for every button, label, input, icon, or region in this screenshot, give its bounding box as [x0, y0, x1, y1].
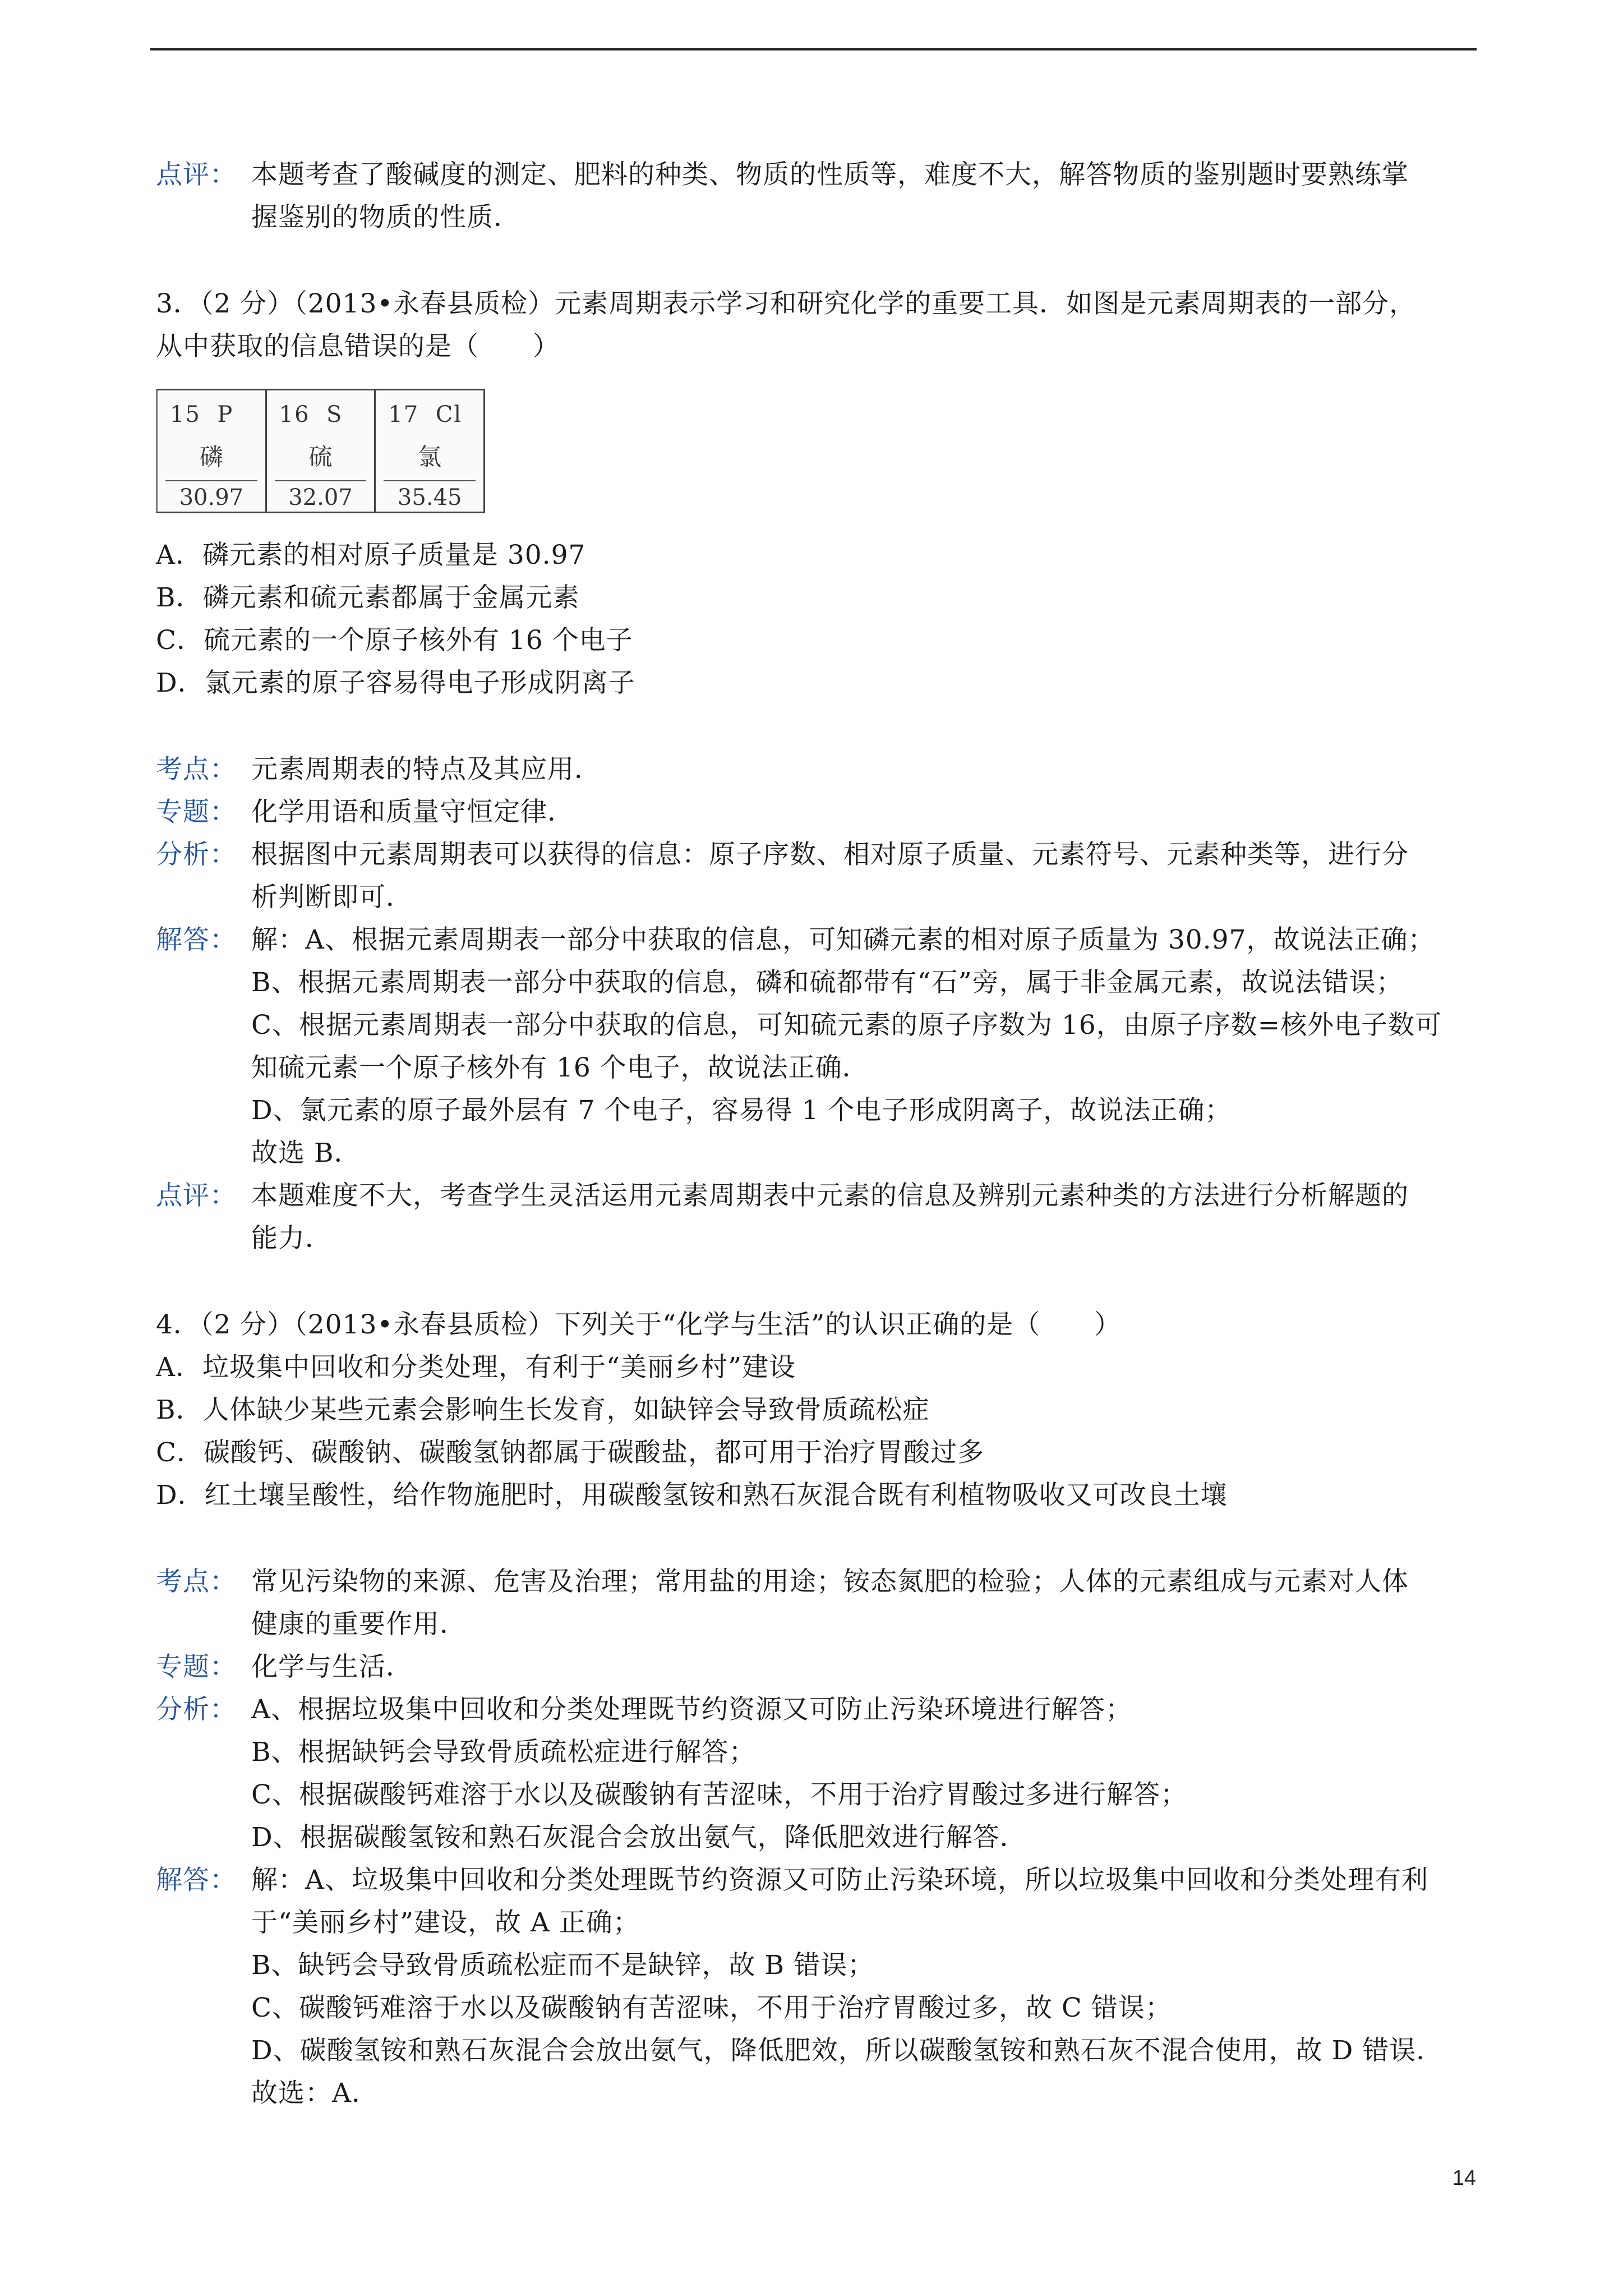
element-symbol: P: [217, 402, 234, 427]
top-review-line-2: 握鉴别的物质的性质．: [251, 202, 520, 233]
q3-fenxi-line-2: 析判断即可．: [251, 882, 413, 913]
element-mass: 30.97: [165, 480, 257, 510]
element-cell-p: [158, 390, 265, 512]
header-rule: [150, 48, 1477, 50]
q4-option-a: A．垃圾集中回收和分类处理，有利于“美丽乡村”建设: [156, 1352, 796, 1383]
q3-kaodian: 元素周期表的特点及其应用．: [251, 754, 601, 785]
element-mass: 35.45: [384, 480, 476, 510]
element-cell-cl: [374, 390, 483, 512]
q4-option-c: C．碳酸钙、碳酸钠、碳酸氢钠都属于碳酸盐，都可用于治疗胃酸过多: [156, 1437, 984, 1468]
element-mass: 32.07: [275, 480, 367, 510]
q4-jieda-label: 解答：: [156, 1865, 237, 1895]
element-name: 磷: [199, 443, 223, 471]
q4-zhuanti: 化学与生活．: [251, 1651, 413, 1682]
q3-dianping-label: 点评：: [156, 1180, 237, 1211]
q3-jieda-line-4: 知硫元素一个原子核外有 16 个电子，故说法正确．: [251, 1052, 869, 1083]
q3-zhuanti-label: 专题：: [156, 797, 237, 827]
element-cell-s: [265, 390, 375, 512]
top-review-line-1: 本题考查了酸碱度的测定、肥料的种类、物质的性质等，难度不大，解答物质的鉴别题时要熟练掌: [251, 159, 1409, 190]
element-number: 15: [170, 402, 201, 427]
q4-kaodian-label: 考点：: [156, 1566, 237, 1597]
element-number: 16: [279, 402, 310, 427]
q4-fenxi-line-1: A、根据垃圾集中回收和分类处理既节约资源又可防止污染环境进行解答；: [251, 1694, 1132, 1725]
element-symbol: Cl: [435, 402, 463, 427]
q4-kaodian-line-1: 常见污染物的来源、危害及治理；常用盐的用途；铵态氮肥的检验；人体的元素组成与元素对人体: [251, 1566, 1409, 1597]
element-number: 17: [388, 402, 419, 427]
q3-jieda-line-2: B、根据元素周期表一部分中获取的信息，磷和硫都带有“石”旁，属于非金属元素，故说法错误；: [251, 967, 1403, 998]
q3-jieda-line-6: 故选 B．: [251, 1138, 361, 1168]
q4-stem: 4．（2 分）（2013•永春县质检）下列关于“化学与生活”的认识正确的是（ ）: [156, 1309, 1122, 1340]
q3-fenxi-line-1: 根据图中元素周期表可以获得的信息：原子序数、相对原子质量、元素符号、元素种类等，进行分: [251, 839, 1409, 870]
q4-fenxi-label: 分析：: [156, 1694, 237, 1725]
q3-option-d: D．氯元素的原子容易得电子形成阴离子: [156, 668, 635, 698]
top-review-label: 点评：: [156, 159, 237, 190]
q4-jieda-line-2: 于“美丽乡村”建设，故 A 正确；: [251, 1907, 640, 1938]
element-name: 硫: [308, 443, 333, 471]
q3-jieda-line-5: D、氯元素的原子最外层有 7 个电子，容易得 1 个电子形成阴离子，故说法正确；: [251, 1095, 1232, 1126]
q4-option-d: D．红土壤呈酸性，给作物施肥时，用碳酸氢铵和熟石灰混合既有利植物吸收又可改良土壤: [156, 1480, 1228, 1511]
q3-stem-line-1: 3．（2 分）（2013•永春县质检）元素周期表示学习和研究化学的重要工具．如图是元素周期表的一部分，: [156, 288, 1417, 319]
q3-zhuanti: 化学用语和质量守恒定律．: [251, 797, 574, 827]
q3-dianping-line-1: 本题难度不大，考查学生灵活运用元素周期表中元素的信息及辨别元素种类的方法进行分析解题的: [251, 1180, 1409, 1211]
q3-option-a: A．磷元素的相对原子质量是 30.97: [156, 540, 586, 570]
q4-jieda-line-4: C、碳酸钙难溶于水以及碳酸钠有苦涩味，不用于治疗胃酸过多，故 C 错误；: [251, 1993, 1172, 2023]
q4-option-b: B．人体缺少某些元素会影响生长发育，如缺锌会导致骨质疏松症: [156, 1395, 930, 1425]
element-name: 氯: [418, 443, 442, 471]
q3-jieda-line-1: 解：A、根据元素周期表一部分中获取的信息，可知磷元素的相对原子质量为 30.97，故说法正确；: [251, 924, 1435, 955]
q4-fenxi-line-3: C、根据碳酸钙难溶于水以及碳酸钠有苦涩味，不用于治疗胃酸过多进行解答；: [251, 1779, 1187, 1810]
q3-kaodian-label: 考点：: [156, 754, 237, 785]
q3-stem-line-2: 从中获取的信息错误的是（ ）: [156, 331, 560, 362]
q3-option-c: C．硫元素的一个原子核外有 16 个电子: [156, 625, 633, 656]
q4-jieda-line-5: D、碳酸氢铵和熟石灰混合会放出氨气，降低肥效，所以碳酸氢铵和熟石灰不混合使用，故 D 错误．: [251, 2035, 1444, 2066]
q3-jieda-line-3: C、根据元素周期表一部分中获取的信息，可知硫元素的原子序数为 16，由原子序数=核外电子数可: [251, 1010, 1442, 1041]
q4-jieda-line-1: 解：A、垃圾集中回收和分类处理既节约资源又可防止污染环境，所以垃圾集中回收和分类处理有利: [251, 1865, 1428, 1895]
q4-fenxi-line-2: B、根据缺钙会导致骨质疏松症进行解答；: [251, 1737, 756, 1768]
q4-jieda-line-3: B、缺钙会导致骨质疏松症而不是缺锌，故 B 错误；: [251, 1950, 874, 1981]
q4-jieda-line-6: 故选：A．: [251, 2078, 379, 2109]
page-number: 14: [1452, 2166, 1476, 2190]
q3-jieda-label: 解答：: [156, 924, 237, 955]
periodic-table-excerpt: [156, 389, 485, 513]
element-symbol: S: [326, 402, 343, 427]
q3-option-b: B．磷元素和硫元素都属于金属元素: [156, 582, 580, 613]
q4-zhuanti-label: 专题：: [156, 1651, 237, 1682]
q3-dianping-line-2: 能力．: [251, 1223, 332, 1254]
q4-fenxi-line-4: D、根据碳酸氢铵和熟石灰混合会放出氨气，降低肥效进行解答．: [251, 1822, 1027, 1853]
q4-kaodian-line-2: 健康的重要作用．: [251, 1609, 467, 1640]
q3-fenxi-label: 分析：: [156, 839, 237, 870]
